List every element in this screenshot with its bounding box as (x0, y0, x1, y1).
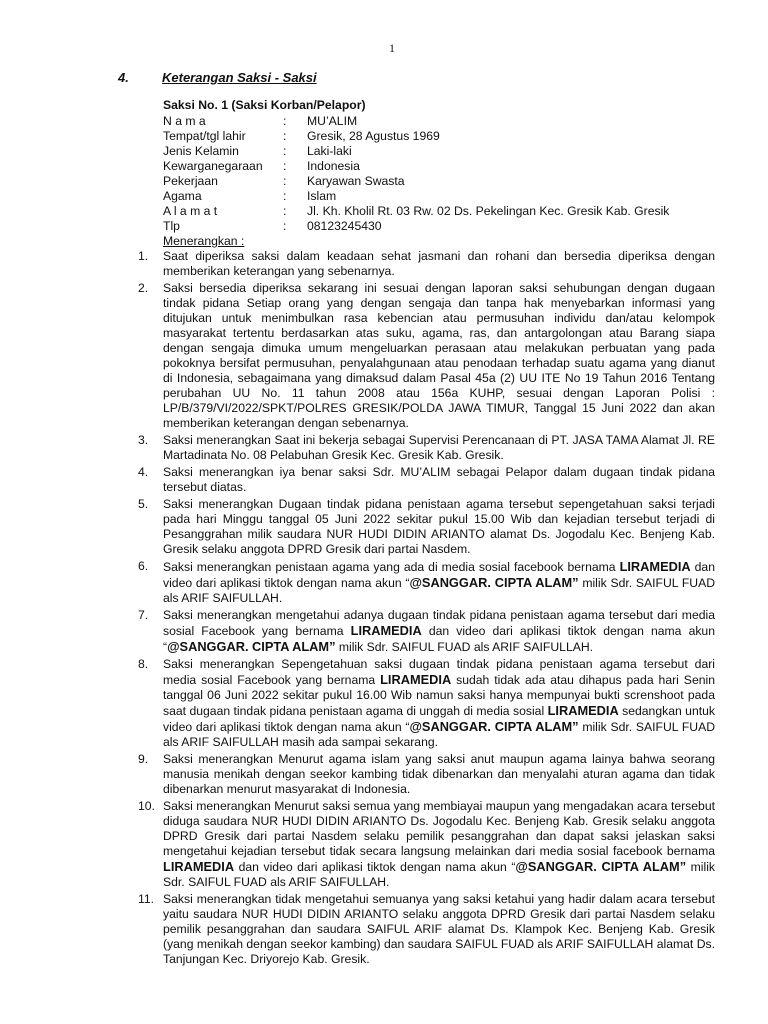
field-value: Karyawan Swasta (307, 174, 405, 188)
field-colon: : (283, 219, 287, 233)
field-colon: : (283, 174, 287, 188)
statement-number: 6. (138, 559, 149, 573)
statement-item (138, 559, 715, 606)
statement-intro (163, 234, 715, 249)
statement-text-segment: Saksi menerangkan Menurut agama islam yang saksi anut maupun agama lainya bahwa seorang manusia menikah dengan seekor kambing tidak dibenarkan dan menyalahi aturan agama dan tidak dibenarkan menurut masyarakat di Indonesia. (163, 752, 715, 796)
field-colon: : (283, 144, 287, 158)
statement-item (138, 608, 715, 655)
witness-identity (163, 114, 715, 234)
statement-intro-label: Menerangkan (163, 234, 238, 248)
statement-text-segment: Saksi menerangkan Sepengetahuan saksi dugaan tindak pidana penistaan agama tersebut dari media sosial Facebook yang bernama (163, 657, 715, 687)
statement-text-segment: Saksi bersedia diperiksa sekarang ini sesuai dengan laporan saksi sehubungan dengan dugaan tindak pidana Setiap orang yang dengan sengaja dan tanpa hak menyebarkan informasi yang ditujukan untuk menimbulkan rasa kebencian atau permusuhan individu dan/atau kelompok masyarakat tertentu berdasarkan atas suku, agama, ras, dan antargolongan atau Barang siapa dengan sengaja dimuka umum mengeluarkan perasaan atau melakukan perbuatan yang pada pokoknya bersifat permusuhan, penyalahgunaan atau penodaan terhadap suatu agama yang dianut di Indonesia, sebagaimana yang dimaksud dalam Pasal 45a (2) UU ITE No 19 Tahun 2016 Tentang perubahan UU No. 11 tahun 2008 atau 156a KUHP, sesuai dengan Laporan Polisi : LP/B/379/VI/2022/SPKT/POLRES GRESIK/POLDA JAWA TIMUR, Tanggal 15 Juni 2022 dan akan memberikan keterangan dengan sebenarnya. (163, 281, 715, 430)
statement-number: 5. (138, 497, 149, 511)
field-address (163, 204, 715, 219)
statement-number: 4. (138, 465, 149, 479)
statement-text-segment: Saksi menerangkan Saat ini bekerja sebagai Supervisi Perencanaan di PT. JASA TAMA Alamat Jl. RE Martadinata No. 08 Pelabuhan Gresik Kec. Gresik Kab. Gresik. (163, 433, 715, 462)
field-colon: : (283, 129, 287, 143)
statement-number: 11. (138, 892, 155, 906)
field-value: Jl. Kh. Kholil Rt. 03 Rw. 02 Ds. Pekelingan Kec. Gresik Kab. Gresik (307, 204, 670, 218)
field-name (163, 114, 715, 129)
section-title: Keterangan Saksi - Saksi (162, 70, 317, 85)
statement-text (163, 892, 715, 967)
statement-number: 3. (138, 433, 149, 447)
statement-item (138, 433, 715, 463)
statement-item (138, 249, 715, 279)
field-value: Indonesia (307, 159, 360, 173)
field-religion (163, 189, 715, 204)
field-colon: : (283, 204, 287, 218)
statement-item (138, 799, 715, 890)
page-number: 1 (389, 41, 395, 55)
statement-item (138, 497, 715, 557)
highlighted-account-name: LIRAMEDIA (350, 623, 422, 638)
highlighted-account-name: @SANGGAR. CIPTA ALAM” (409, 575, 579, 590)
statement-number: 2. (138, 281, 149, 295)
field-label: Jenis Kelamin (163, 144, 239, 158)
field-phone (163, 219, 715, 234)
field-value: Islam (307, 189, 337, 203)
field-colon: : (283, 189, 287, 203)
field-occupation (163, 174, 715, 189)
statement-text (163, 657, 715, 750)
witness-title: Saksi No. 1 (Saksi Korban/Pelapor) (163, 98, 366, 112)
statement-text (163, 249, 715, 279)
field-value: Gresik, 28 Agustus 1969 (307, 129, 440, 143)
statement-text (163, 752, 715, 797)
statement-text (163, 433, 715, 463)
statement-item (138, 465, 715, 495)
statement-text-segment: Saksi menerangkan Menurut saksi semua yang membiayai maupun yang mengadakan acara tersebut diduga saudara NUR HUDI DIDIN ARIANTO Ds. Jogodalu Kec. Benjeng Kab. Gresik selaku anggota DPRD Gresik dari partai Nasdem selaku pemilik pesanggrahan dan dapat saksi jelaskan saksi mengetahui kejadian tersebut tidak secara langsung melainkan dari media sosial facebook bernama (163, 799, 715, 858)
field-colon: : (283, 114, 287, 128)
statement-text-segment: Saksi menerangkan iya benar saksi Sdr. MU’ALIM sebagai Pelapor dalam dugaan tindak pidana tersebut diatas. (163, 465, 715, 494)
statement-text (163, 497, 715, 557)
field-label: A l a m a t (163, 204, 218, 218)
statement-intro-colon: : (237, 234, 245, 248)
statement-text-segment: Saksi menerangkan tidak mengetahui semuanya yang saksi ketahui yang hadir dalam acara tersebut yaitu saudara NUR HUDI DIDIN ARIANTO selaku anggota DPRD Gresik dari partai Nasdem selaku pemilik pesanggrahan dan saudara SAIFUL ARIF alamat Ds. Klampok Kec. Benjeng Kab. Gresik (yang menikah dengan seekor kambing) dan saudara SAIFUL FUAD als ARIF SAIFULLAH alamat Ds. Tanjungan Kec. Driyorejo Kab. Gresik. (163, 892, 715, 966)
statement-number: 8. (138, 657, 149, 671)
statement-text-segment: sedangkan untuk video dari aplikasi tiktok dengan nama akun “ (163, 704, 715, 734)
statement-text-segment: Saat diperiksa saksi dalam keadaan sehat jasmani dan rohani dan bersedia diperiksa dengan memberikan keterangan yang sebenarnya. (163, 249, 715, 278)
statement-item (138, 657, 715, 750)
field-label: Pekerjaan (163, 174, 218, 188)
statement-text-segment: Saksi menerangkan penistaan agama yang ada di media sosial facebook bernama (163, 560, 620, 574)
highlighted-account-name: LIRAMEDIA (380, 672, 452, 687)
highlighted-account-name: LIRAMEDIA (619, 559, 691, 574)
statement-text-segment: milik Sdr. SAIFUL FUAD als ARIF SAIFULLAH. (163, 860, 716, 889)
statement-text-segment: milik Sdr. SAIFUL FUAD als ARIF SAIFULLAH. (163, 576, 716, 605)
statement-list (138, 249, 715, 967)
statement-text-segment: Saksi menerangkan Dugaan tindak pidana penistaan agama tersebut sepengetahuan saksi terjadi pada hari Minggu tanggal 05 Juni 2022 sekitar pukul 15.00 Wib dan kejadian tersebut terjadi di Pesanggrahan milik saudara NUR HUDI DIDIN ARIANTO alamat Ds. Jogodalu Kec. Benjeng Kab. Gresik selaku anggota DPRD Gresik dari partai Nasdem. (163, 497, 715, 556)
field-gender (163, 144, 715, 159)
field-label: Kewarganegaraan (163, 159, 263, 173)
statement-text-segment: dan video dari aplikasi tiktok dengan nama akun “ (234, 860, 516, 874)
field-value: Laki-laki (307, 144, 352, 158)
statement-text-segment: dan video dari aplikasi tiktok dengan nama akun “ (163, 624, 715, 654)
highlighted-account-name: @SANGGAR. CIPTA ALAM” (167, 639, 336, 654)
statement-item (138, 752, 715, 797)
field-value: MU’ALIM (307, 114, 358, 128)
statement-text-segment: dan video dari aplikasi tiktok dengan nama akun “ (163, 560, 715, 590)
section-number: 4. (118, 70, 129, 85)
witness-statement (138, 97, 716, 969)
field-label: Tlp (163, 219, 180, 233)
highlighted-account-name: LIRAMEDIA (547, 703, 619, 718)
field-birth (163, 129, 715, 144)
highlighted-account-name: @SANGGAR. CIPTA ALAM” (515, 859, 687, 874)
field-label: Tempat/tgl lahir (163, 129, 246, 143)
field-label: N a m a (163, 114, 206, 128)
statement-text (163, 608, 715, 655)
statement-number: 10. (138, 799, 155, 813)
statement-text (163, 281, 715, 431)
statement-number: 7. (138, 608, 149, 622)
statement-number: 1. (138, 249, 149, 263)
statement-item (138, 892, 715, 967)
statement-item (138, 281, 715, 431)
statement-text-segment: Saksi menerangkan mengetahui adanya dugaan tindak pidana penistaan agama tersebut dari media sosial Facebook yang bernama (163, 608, 715, 638)
statement-text (163, 465, 715, 495)
statement-text-segment: milik Sdr. SAIFUL FUAD als ARIF SAIFULLAH. (335, 640, 594, 654)
highlighted-account-name: @SANGGAR. CIPTA ALAM” (409, 719, 579, 734)
field-label: Agama (163, 189, 202, 203)
statement-number: 9. (138, 752, 149, 766)
field-value: 08123245430 (307, 219, 382, 233)
highlighted-account-name: LIRAMEDIA (163, 859, 235, 874)
statement-text-segment: sudah tidak ada atau dihapus pada hari Senin tanggal 06 Juni 2022 sekitar pukul 16.00 Wib namun saksi hanya mempunyai bukti screnshoot pada saat dugaan tindak pidana penistaan agama di unggah di media sosial (163, 673, 715, 718)
statement-text (163, 799, 715, 890)
section-heading (118, 70, 317, 85)
field-colon: : (283, 159, 287, 173)
statement-text-segment: milik Sdr. SAIFUL FUAD als ARIF SAIFULLAH masih ada sampai sekarang. (163, 720, 716, 749)
statement-text (163, 559, 715, 606)
field-nationality (163, 159, 715, 174)
